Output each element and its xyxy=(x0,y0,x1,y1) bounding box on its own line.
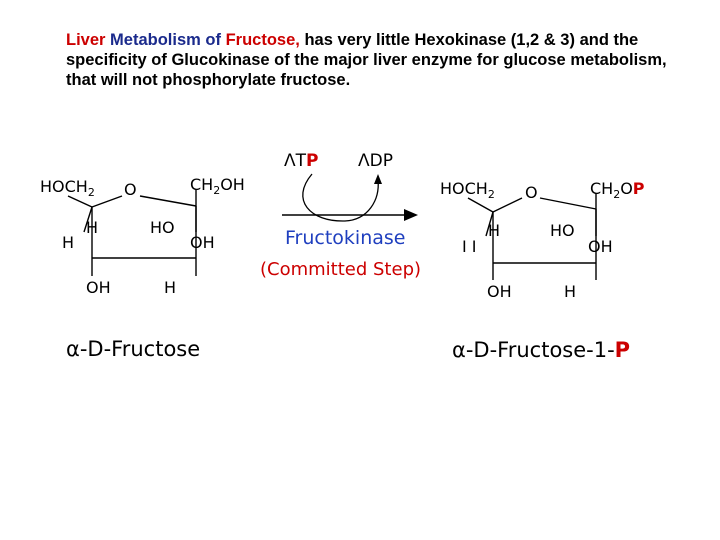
p-label-h-upper: H xyxy=(488,221,501,240)
cofactor-curved-arrow xyxy=(303,174,378,221)
p-label-ring-o: O xyxy=(525,183,538,202)
product-name: α-D-Fructose-1-P xyxy=(452,338,631,362)
heading-fructose: Fructose, xyxy=(225,31,300,49)
heading-rest: has very little Hexokinase (1,2 & 3) and the specificity of Glucokinase of the major liver enzyme for glucose metabolism, that will not phosphorylate fructose. xyxy=(66,31,667,89)
label-h-upper: H xyxy=(86,218,99,237)
heading-metabolism: Metabolism of xyxy=(110,31,221,49)
p-ring-bond-o-c2 xyxy=(540,198,596,209)
label-ho: HO xyxy=(150,218,175,237)
substrate-name: α-D-Fructose xyxy=(66,337,201,361)
label-h-left: H xyxy=(62,233,75,252)
enzyme-label: Fructokinase xyxy=(285,227,406,249)
fructose-1-p-structure xyxy=(440,179,645,362)
p-label-oh-bottom: OH xyxy=(487,282,512,301)
p-label-ho: HO xyxy=(550,221,575,240)
reaction-arrow-group xyxy=(260,151,421,280)
ring-bond-c5-o xyxy=(92,196,122,207)
label-oh-bottom: OH xyxy=(86,278,111,297)
label-ch2oh: $CH_2OH$ xyxy=(190,175,245,197)
p-ring-bond-c5-o xyxy=(493,198,522,212)
p-label-h-bottom: H xyxy=(564,282,577,301)
p-label-ch2op: $CH_2OP$ xyxy=(590,179,645,201)
fructose-structure xyxy=(40,175,245,361)
p-label-oh-right: OH xyxy=(588,237,613,256)
label-oh-right: OH xyxy=(190,233,215,252)
cofactor-arrowhead xyxy=(374,174,382,184)
heading-liver: Liver xyxy=(66,31,106,49)
ring-bond-o-c2 xyxy=(140,196,196,206)
committed-step-label: (Committed Step) xyxy=(260,259,422,280)
label-hoch2: $HOCH_2$ xyxy=(40,177,95,199)
label-ring-o: O xyxy=(124,180,137,199)
main-arrowhead xyxy=(404,209,418,221)
p-label-h-left: I I xyxy=(462,237,477,256)
p-label-hoch2: $HOCH_2$ xyxy=(440,179,495,201)
label-h-bottom: H xyxy=(164,278,177,297)
adp-label: ΛDP xyxy=(358,151,393,171)
atp-label: ΛTP xyxy=(284,151,319,171)
